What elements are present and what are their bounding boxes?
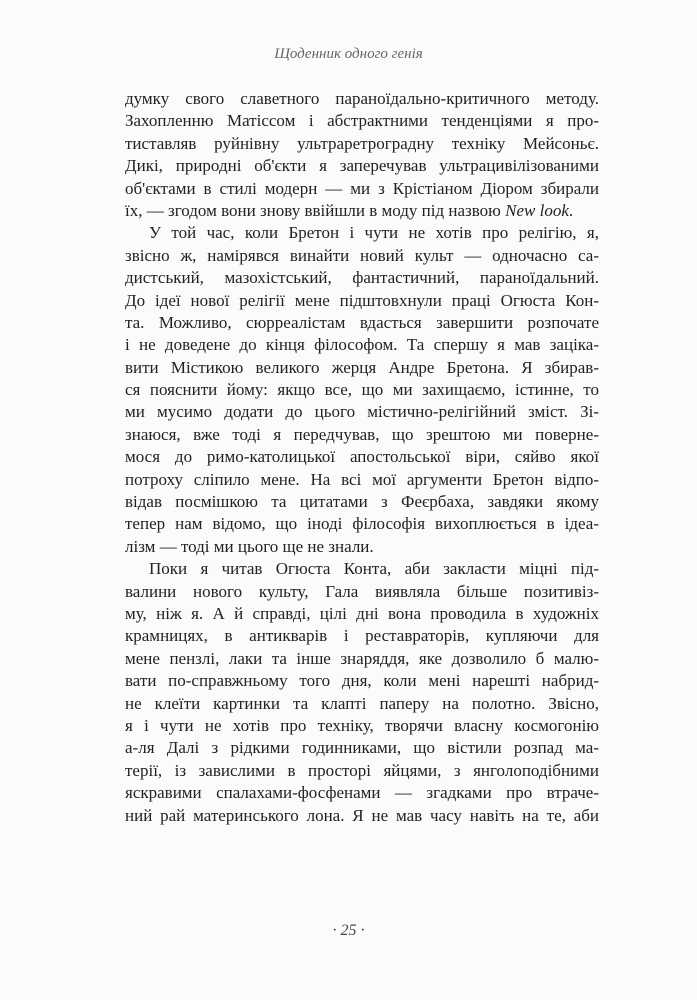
text-line: не клеїти картинки та клапті паперу на полотно. Звісно, xyxy=(125,693,599,713)
text-line: До ідеї нової релігії мене підштовхнули праці Огюста Кон- xyxy=(125,290,599,310)
text-line: крамницях, в антикварів і реставраторів, купляючи для xyxy=(125,626,599,646)
text-line: а-ля Далі з рідкими годинниками, що вістили розпад ма- xyxy=(125,738,599,758)
text-line: ся пояснити йому: якщо все, що ми захищаємо, істинне, то xyxy=(125,380,599,400)
body-text xyxy=(125,88,599,827)
text-line: У той час, коли Бретон і чути не хотів про релігію, я, xyxy=(149,223,599,243)
page-number: · 25 · xyxy=(332,922,365,939)
text-line: тиставляв руйнівну ультраретроградну техніку Мейсоньє. xyxy=(125,133,599,153)
italic-term: New look xyxy=(505,200,569,220)
text-line: їх, — згодом вони знову ввійшли в моду під назвою New look. xyxy=(125,200,574,220)
text-line: мося до римо-католицької апостольської віри, сяйво якої xyxy=(125,447,599,467)
paragraph xyxy=(125,558,599,827)
text-line: терії, із завислими в просторі яйцями, з янголоподібними xyxy=(125,760,599,780)
text-line: дистський, мазохістський, фантастичний, параноїдальний. xyxy=(125,268,599,288)
text-line: ми мусимо додати до цього містично-релігійний зміст. Зі- xyxy=(125,402,599,422)
text-line: звісно ж, намірявся винайти новий культ — одночасно са- xyxy=(125,245,599,265)
text-line: Дикі, природні об'єкти я заперечував ультрацивілізованими xyxy=(125,156,599,176)
text-line: об'єктами в стилі модерн — ми з Крістіаном Діором збирали xyxy=(125,178,599,198)
running-head: Щоденник одного генія xyxy=(274,46,423,62)
text-line: і не доведене до кінця філософом. Та спершу я мав заціка- xyxy=(125,335,599,355)
text-line: відав посмішкою та цитатами з Феєрбаха, завдяки якому xyxy=(125,492,599,512)
text-line: знаюся, вже тоді я передчував, що зрештою ми поверне- xyxy=(125,424,599,444)
text-line: Поки я читав Огюста Конта, аби закласти міцні під- xyxy=(149,559,599,579)
text-line: вати по-справжньому того дня, коли мені нарешті набрид- xyxy=(125,671,599,691)
text-line: я і чути не хотів про техніку, творячи власну космогонію xyxy=(125,715,599,735)
paragraph xyxy=(125,222,599,558)
text-line: валини нового культу, Гала виявляла більше позитивіз- xyxy=(125,581,599,601)
text-line: потроху сліпило мене. На всі мої аргументи Бретон відпо- xyxy=(125,469,599,489)
paragraph xyxy=(125,88,599,222)
text-line: мене пензлі, лаки та інше знаряддя, яке дозволило б малю- xyxy=(125,648,599,668)
text-line: та. Можливо, сюрреалістам вдасться завершити розпочате xyxy=(125,312,599,332)
text-line: лізм — тоді ми цього ще не знали. xyxy=(125,536,374,556)
text-line: вити Містикою великого жерця Андре Бретона. Я збирав- xyxy=(125,357,599,377)
text-line: яскравими спалахами-фосфенами — згадками про втраче- xyxy=(125,783,599,803)
text-line: Захопленню Матіссом і абстрактними тенденціями я про- xyxy=(125,111,599,131)
text-line: му, ніж я. А й справді, цілі дні вона проводила в художніх xyxy=(125,603,599,623)
text-line: ний рай материнського лона. Я не мав часу навіть на те, аби xyxy=(125,805,599,825)
text-line: тепер нам відомо, що іноді філософія вихоплюється в ідеа- xyxy=(125,514,599,534)
text-line: думку свого славетного параноїдально-критичного методу. xyxy=(125,89,599,108)
